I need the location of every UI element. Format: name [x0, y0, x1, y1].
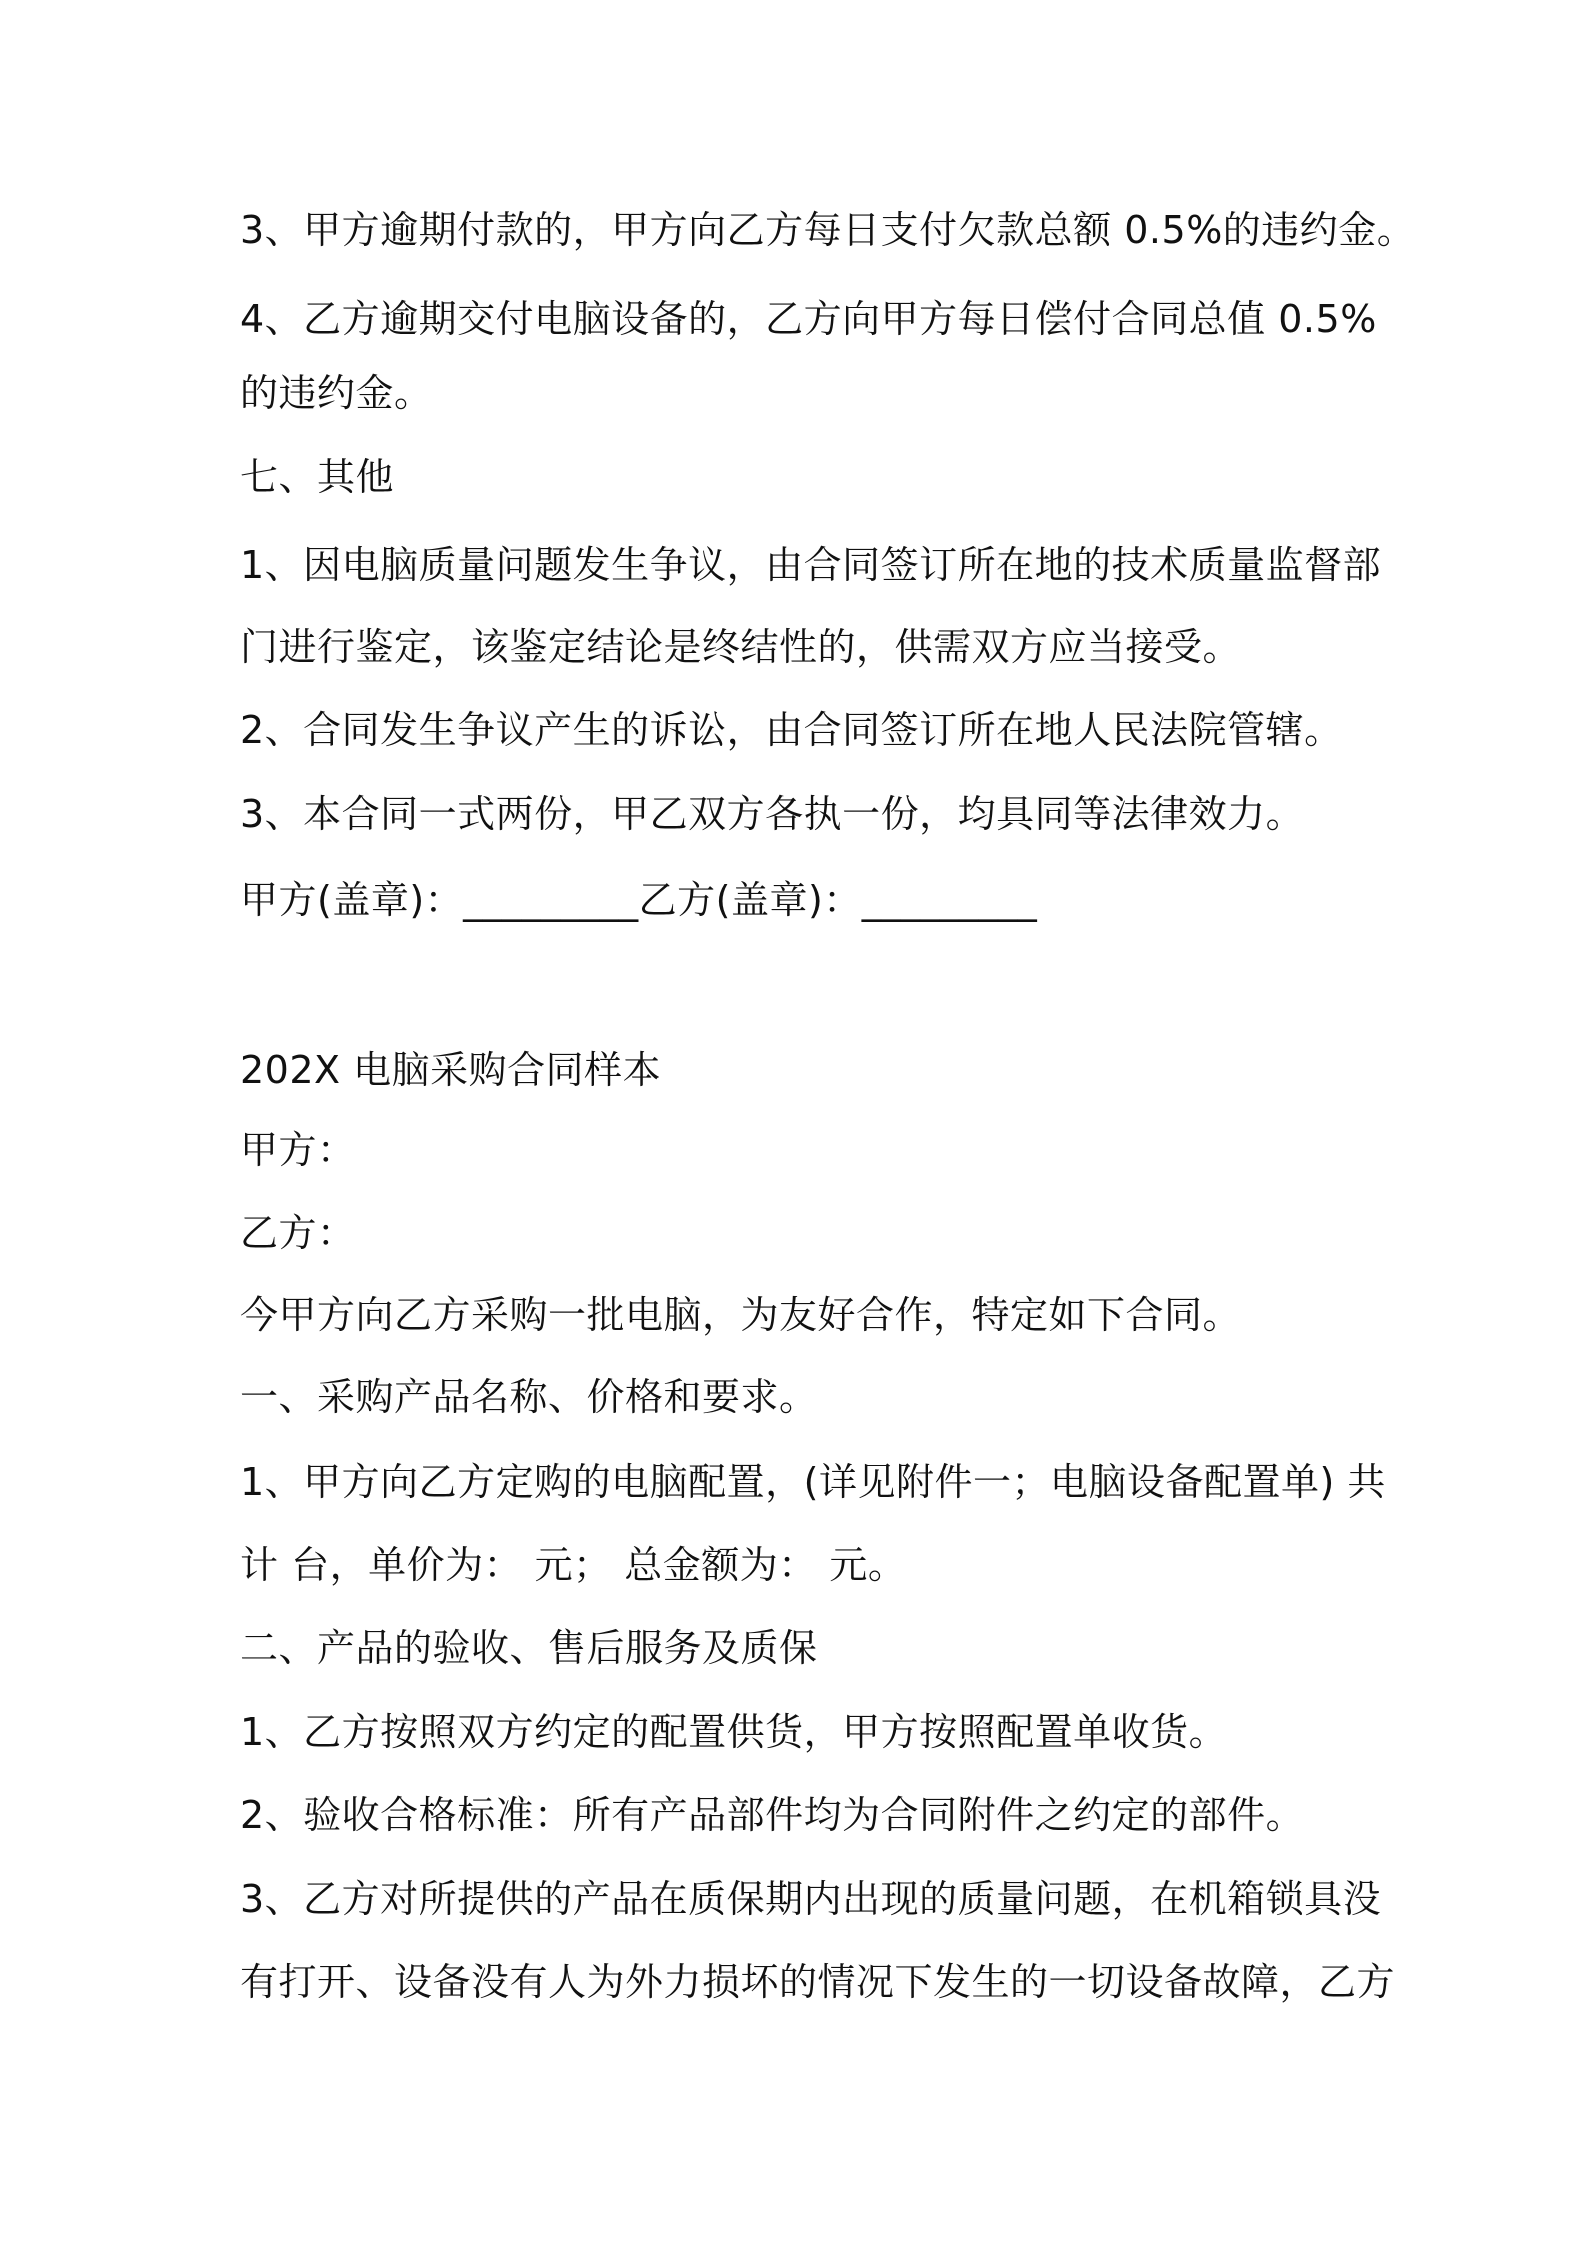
paragraph-line-20: 3、乙方对所提供的产品在质保期内出现的质量问题，在机箱锁具没: [240, 1877, 1382, 1921]
paragraph-line-5: 1、因电脑质量问题发生争议，由合同签订所在地的技术质量监督部: [240, 543, 1382, 587]
paragraph-line-6: 门进行鉴定，该鉴定结论是终结性的，供需双方应当接受。: [240, 625, 1242, 669]
paragraph-line-19: 2、验收合格标准：所有产品部件均为合同附件之约定的部件。: [240, 1793, 1305, 1837]
paragraph-line-18: 1、乙方按照双方约定的配置供货，甲方按照配置单收货。: [240, 1710, 1228, 1754]
signature-line: 甲方(盖章)：_________乙方(盖章)：_________: [240, 878, 1038, 922]
paragraph-line-1: 3、甲方逾期付款的，甲方向乙方每日支付欠款总额 0.5%的违约金。: [240, 208, 1416, 252]
section-heading-products: 一、采购产品名称、价格和要求。: [240, 1375, 818, 1419]
paragraph-line-7: 2、合同发生争议产生的诉讼，由合同签订所在地人民法院管辖。: [240, 708, 1343, 752]
paragraph-line-8: 3、本合同一式两份，甲乙双方各执一份，均具同等法律效力。: [240, 792, 1305, 836]
party-b-label: 乙方：: [240, 1211, 356, 1255]
party-a-label: 甲方：: [240, 1128, 356, 1172]
contract-intro: 今甲方向乙方采购一批电脑，为友好合作，特定如下合同。: [240, 1293, 1242, 1337]
section-heading-acceptance: 二、产品的验收、售后服务及质保: [240, 1626, 818, 1670]
paragraph-line-15: 1、甲方向乙方定购的电脑配置，(详见附件一；电脑设备配置单) 共: [240, 1460, 1386, 1504]
paragraph-line-16: 计 台，单价为： 元； 总金额为： 元。: [240, 1543, 907, 1587]
paragraph-line-21: 有打开、设备没有人为外力损坏的情况下发生的一切设备故障，乙方: [240, 1960, 1396, 2004]
contract-title: 202X 电脑采购合同样本: [240, 1048, 662, 1092]
section-heading-other: 七、其他: [240, 455, 395, 499]
paragraph-line-2: 4、乙方逾期交付电脑设备的，乙方向甲方每日偿付合同总值 0.5%: [240, 297, 1377, 341]
paragraph-line-3: 的违约金。: [240, 371, 433, 415]
